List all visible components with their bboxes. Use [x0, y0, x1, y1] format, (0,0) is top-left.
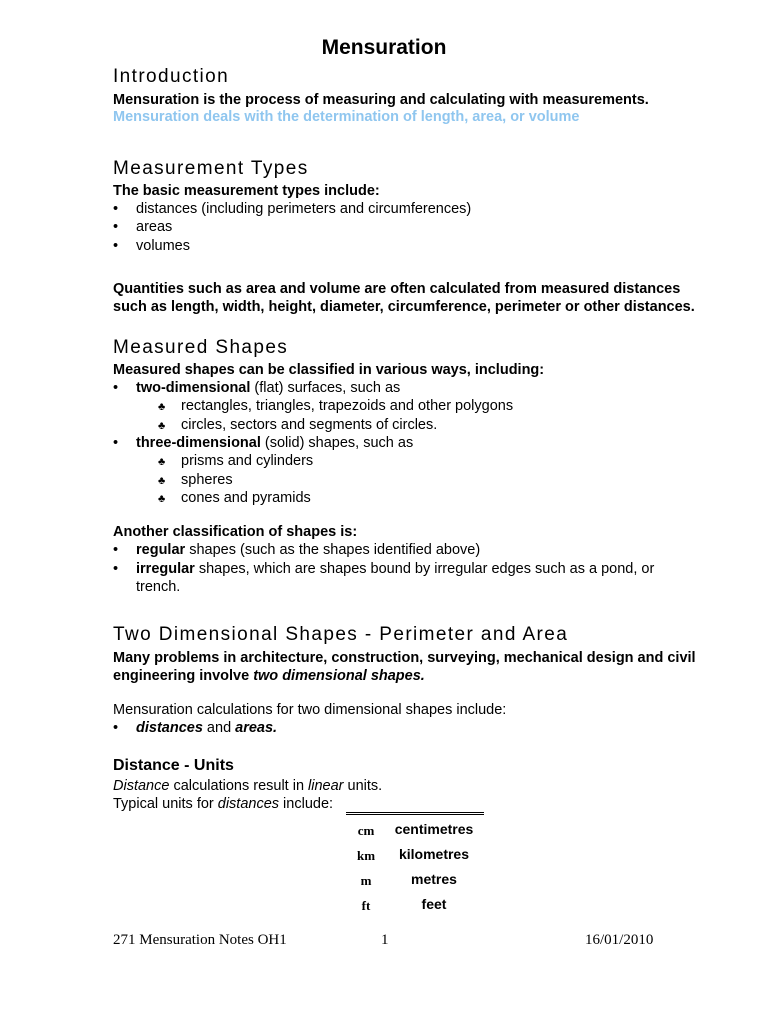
list-item: • regular shapes (such as the shapes identified above) — [113, 542, 481, 558]
list-item: • distances and areas. — [113, 720, 278, 736]
units-table — [346, 812, 484, 915]
club-bullet-icon: ♣ — [158, 420, 166, 432]
twod-para-line-2: engineering involve two dimensional shapes. — [113, 668, 425, 684]
heading-measurement-types: Measurement Types — [113, 158, 309, 179]
distance-line-1: Distance calculations result in linear units. — [113, 778, 383, 794]
another-classification: Another classification of shapes is: — [113, 524, 358, 540]
intro-line-2: Mensuration deals with the determination of length, area, or volume — [113, 109, 580, 125]
footer-page-number: 1 — [381, 932, 389, 948]
heading-two-dimensional: Two Dimensional Shapes - Perimeter and Area — [113, 624, 569, 645]
shapes-lead: Measured shapes can be classified in various ways, including: — [113, 362, 545, 378]
club-bullet-icon: ♣ — [158, 401, 166, 413]
types-para-line-2: such as length, width, height, diameter, circumference, perimeter or other distances. — [113, 299, 695, 315]
list-item: • three-dimensional (solid) shapes, such as — [113, 435, 414, 451]
sub-list-item: ♣ rectangles, triangles, trapezoids and other polygons — [158, 398, 514, 414]
twod-calc: Mensuration calculations for two dimensional shapes include: — [113, 702, 507, 718]
distance-line-2: Typical units for distances include: — [113, 796, 334, 812]
list-item: • volumes — [113, 238, 190, 254]
club-bullet-icon: ♣ — [158, 456, 166, 468]
list-item: • distances (including perimeters and circumferences) — [113, 201, 472, 217]
footer-left: 271 Mensuration Notes OH1 — [113, 932, 287, 948]
sub-list-item: ♣ spheres — [158, 472, 233, 488]
types-para-line-1: Quantities such as area and volume are often calculated from measured distances — [113, 281, 681, 297]
types-lead: The basic measurement types include: — [113, 183, 380, 199]
club-bullet-icon: ♣ — [158, 493, 166, 505]
intro-line-1: Mensuration is the process of measuring and calculating with measurements. — [113, 92, 649, 108]
list-item-continuation: trench. — [136, 579, 181, 595]
club-bullet-icon: ♣ — [158, 475, 166, 487]
heading-introduction: Introduction — [113, 66, 230, 87]
footer-date: 16/01/2010 — [585, 932, 654, 948]
twod-para-line-1: Many problems in architecture, construction, surveying, mechanical design and civil — [113, 650, 696, 666]
table-row: km kilometres — [356, 846, 470, 863]
heading-distance-units: Distance - Units — [113, 757, 234, 774]
table-row: cm centimetres — [357, 821, 474, 838]
table-row: ft feet — [361, 896, 447, 913]
sub-list-item: ♣ cones and pyramids — [158, 490, 311, 506]
list-item: • two-dimensional (flat) surfaces, such as — [113, 380, 401, 396]
sub-list-item: ♣ prisms and cylinders — [158, 453, 314, 469]
list-item: • irregular shapes, which are shapes bound by irregular edges such as a pond, or — [113, 561, 655, 577]
heading-measured-shapes: Measured Shapes — [113, 337, 289, 358]
sub-list-item: ♣ circles, sectors and segments of circles. — [158, 417, 438, 433]
table-row: m metres — [360, 871, 457, 888]
list-item: • areas — [113, 219, 173, 235]
page-title: Mensuration — [321, 36, 447, 59]
